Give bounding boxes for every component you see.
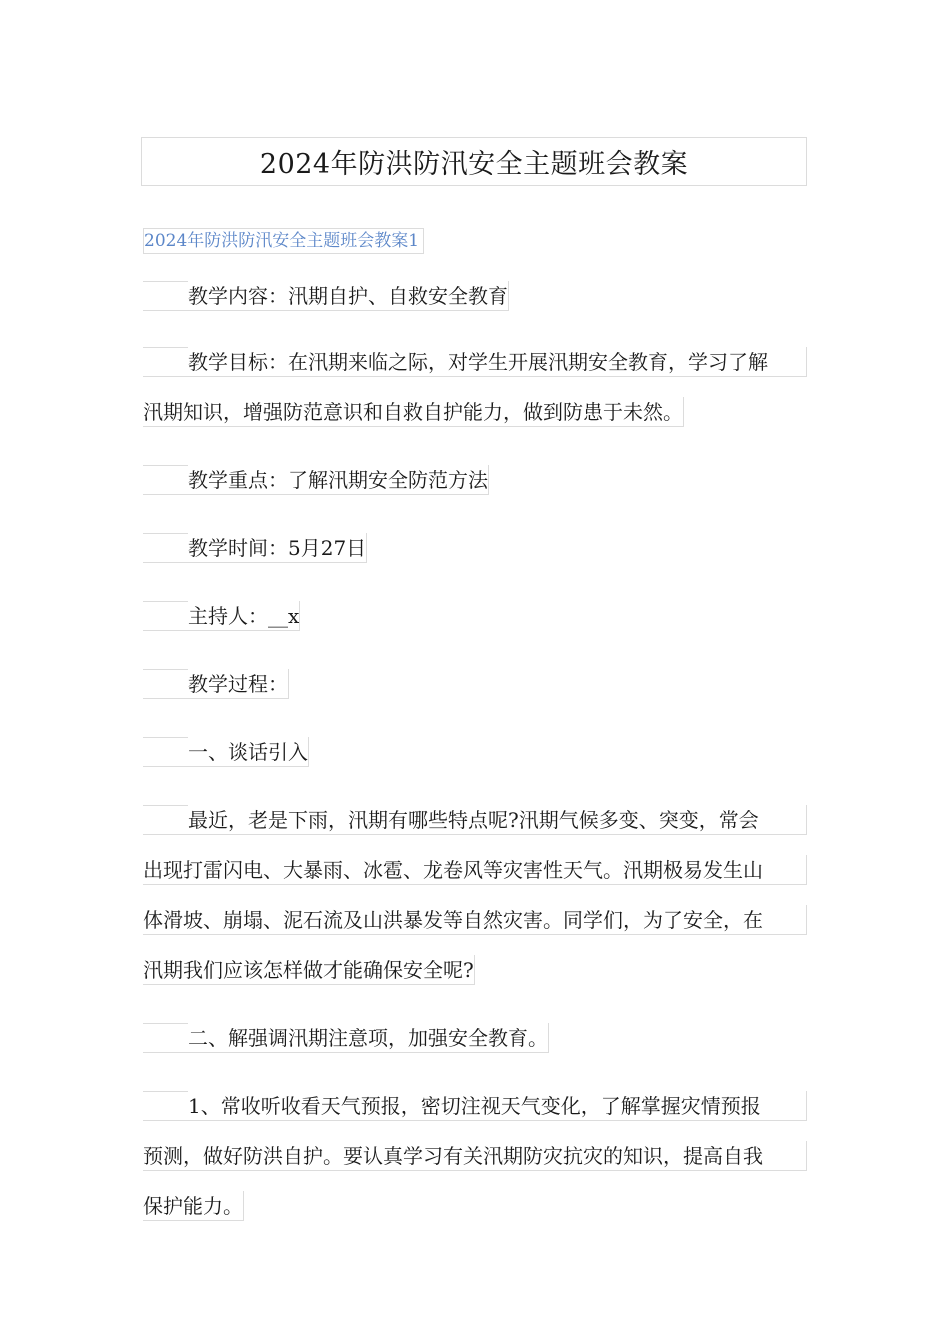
teaching-goal-line-2: 汛期知识，增强防范意识和自救自护能力，做到防患于未然。 [143, 397, 684, 427]
teaching-time-line: 教学时间：5月27日 [143, 533, 367, 563]
section1-para-line-4: 汛期我们应该怎样做才能确保安全呢? [143, 955, 475, 985]
item1-para-line-3: 保护能力。 [143, 1191, 244, 1221]
teaching-goal-line-1: 教学目标：在汛期来临之际，对学生开展汛期安全教育，学习了解 [143, 347, 807, 377]
section1-para-line-1: 最近，老是下雨，汛期有哪些特点呢?汛期气候多变、突变，常会 [143, 805, 807, 835]
item1-para-line-1: 1、常收听收看天气预报，密切注视天气变化，了解掌握灾情预报 [143, 1091, 807, 1121]
document-title: 2024年防洪防汛安全主题班会教案 [141, 137, 807, 186]
host-line: 主持人：__x [143, 601, 300, 631]
teaching-focus-line: 教学重点：了解汛期安全防范方法 [143, 465, 489, 495]
section-subtitle: 2024年防洪防汛安全主题班会教案1 [143, 228, 424, 254]
section2-heading: 二、解强调汛期注意项，加强安全教育。 [143, 1023, 549, 1053]
item1-para-line-2: 预测，做好防洪自护。要认真学习有关汛期防灾抗灾的知识，提高自我 [143, 1141, 807, 1171]
section1-para-line-3: 体滑坡、崩塌、泥石流及山洪暴发等自然灾害。同学们，为了安全，在 [143, 905, 807, 935]
teaching-content-line: 教学内容：汛期自护、自救安全教育 [143, 281, 509, 311]
teaching-process-line: 教学过程： [143, 669, 289, 699]
section1-heading: 一、谈话引入 [143, 737, 309, 767]
section1-para-line-2: 出现打雷闪电、大暴雨、冰雹、龙卷风等灾害性天气。汛期极易发生山 [143, 855, 807, 885]
